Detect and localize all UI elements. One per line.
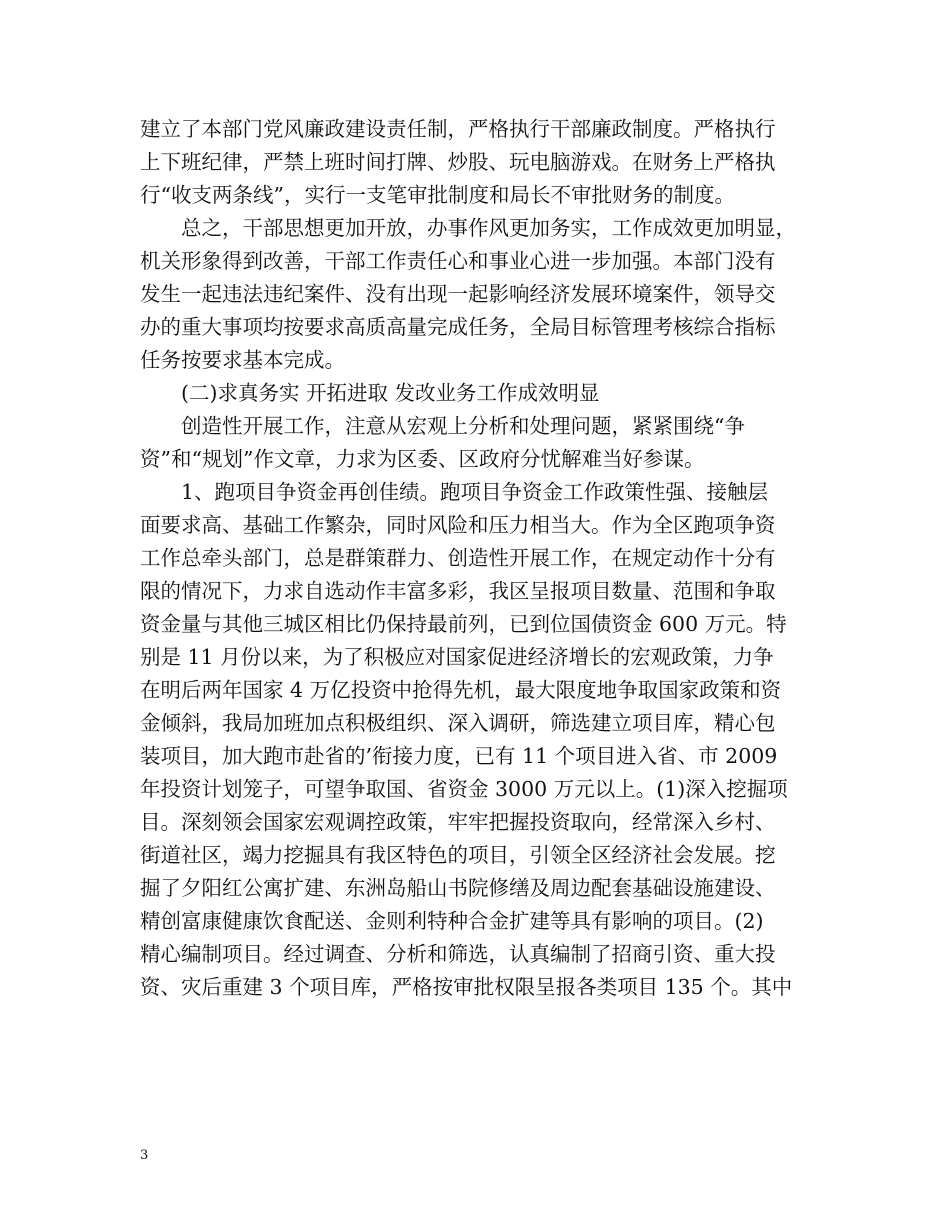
text-line: 机关形象得到改善，干部工作责任心和事业心进一步加强。本部门没有 — [140, 249, 776, 273]
text-line: 行“收支两条线”，实行一支笔审批制度和局长不审批财务的制度。 — [140, 183, 735, 207]
text-line: 资、灾后重建 3 个项目库，严格按审批权限呈报各类项目 135 个。其中 — [140, 975, 793, 999]
text-line: 上下班纪律，严禁上班时间打牌、炒股、玩电脑游戏。在财务上严格执 — [140, 150, 776, 174]
text-line: 工作总牵头部门，总是群策群力、创造性开展工作，在规定动作十分有 — [140, 546, 776, 570]
text-line: 限的情况下，力求自选动作丰富多彩，我区呈报项目数量、范围和争取 — [140, 579, 776, 603]
text-line: 别是 11 月份以来，为了积极应对国家促进经济增长的宏观政策，力争 — [140, 645, 774, 669]
text-line: 目。深刻领会国家宏观调控政策，牢牢把握投资取向，经常深入乡村、 — [140, 810, 776, 834]
text-line: 资金量与其他三城区相比仍保持最前列，已到位国债资金 600 万元。特 — [140, 612, 787, 636]
text-line: 任务按要求基本完成。 — [140, 348, 345, 372]
text-line: 总之，干部思想更加开放，办事作风更加务实，工作成效更加明显， — [140, 216, 796, 240]
text-line: 发生一起违法违纪案件、没有出现一起影响经济发展环境案件，领导交 — [140, 282, 776, 306]
text-line: 精创富康健康饮食配送、金则利特种合金扩建等具有影响的项目。(2) — [140, 909, 764, 933]
text-line: 街道社区，竭力挖掘具有我区特色的项目，引领全区经济社会发展。挖 — [140, 843, 776, 867]
text-line: 在明后两年国家 4 万亿投资中抢得先机，最大限度地争取国家政策和资 — [140, 678, 782, 702]
text-line: 装项目，加大跑市赴省的’衔接力度，已有 11 个项目进入省、市 2009 — [140, 744, 778, 768]
document-body — [140, 113, 820, 1004]
text-line: 掘了夕阳红公寓扩建、东洲岛船山书院修缮及周边配套基础设施建设、 — [140, 876, 776, 900]
text-line: 年投资计划笼子，可望争取国、省资金 3000 万元以上。(1)深入挖掘项 — [140, 777, 788, 801]
section-heading: (二)求真务实 开拓进取 发改业务工作成效明显 — [140, 381, 600, 405]
text-line: 办的重大事项均按要求高质高量完成任务，全局目标管理考核综合指标 — [140, 315, 776, 339]
text-line: 1、跑项目争资金再创佳绩。跑项目争资金工作政策性强、接触层 — [140, 480, 769, 504]
text-line: 金倾斜，我局加班加点积极组织、深入调研，筛选建立项目库，精心包 — [140, 711, 776, 735]
text-line: 精心编制项目。经过调查、分析和筛选，认真编制了招商引资、重大投 — [140, 942, 776, 966]
text-line: 资”和“规划”作文章，力求为区委、区政府分忧解难当好参谋。 — [140, 447, 705, 471]
text-line: 创造性开展工作，注意从宏观上分析和处理问题，紧紧围绕“争 — [140, 414, 745, 438]
text-line: 建立了本部门党风廉政建设责任制，严格执行干部廉政制度。严格执行 — [140, 117, 776, 141]
text-line: 面要求高、基础工作繁杂，同时风险和压力相当大。作为全区跑项争资 — [140, 513, 776, 537]
page-number: 3 — [140, 1148, 149, 1163]
